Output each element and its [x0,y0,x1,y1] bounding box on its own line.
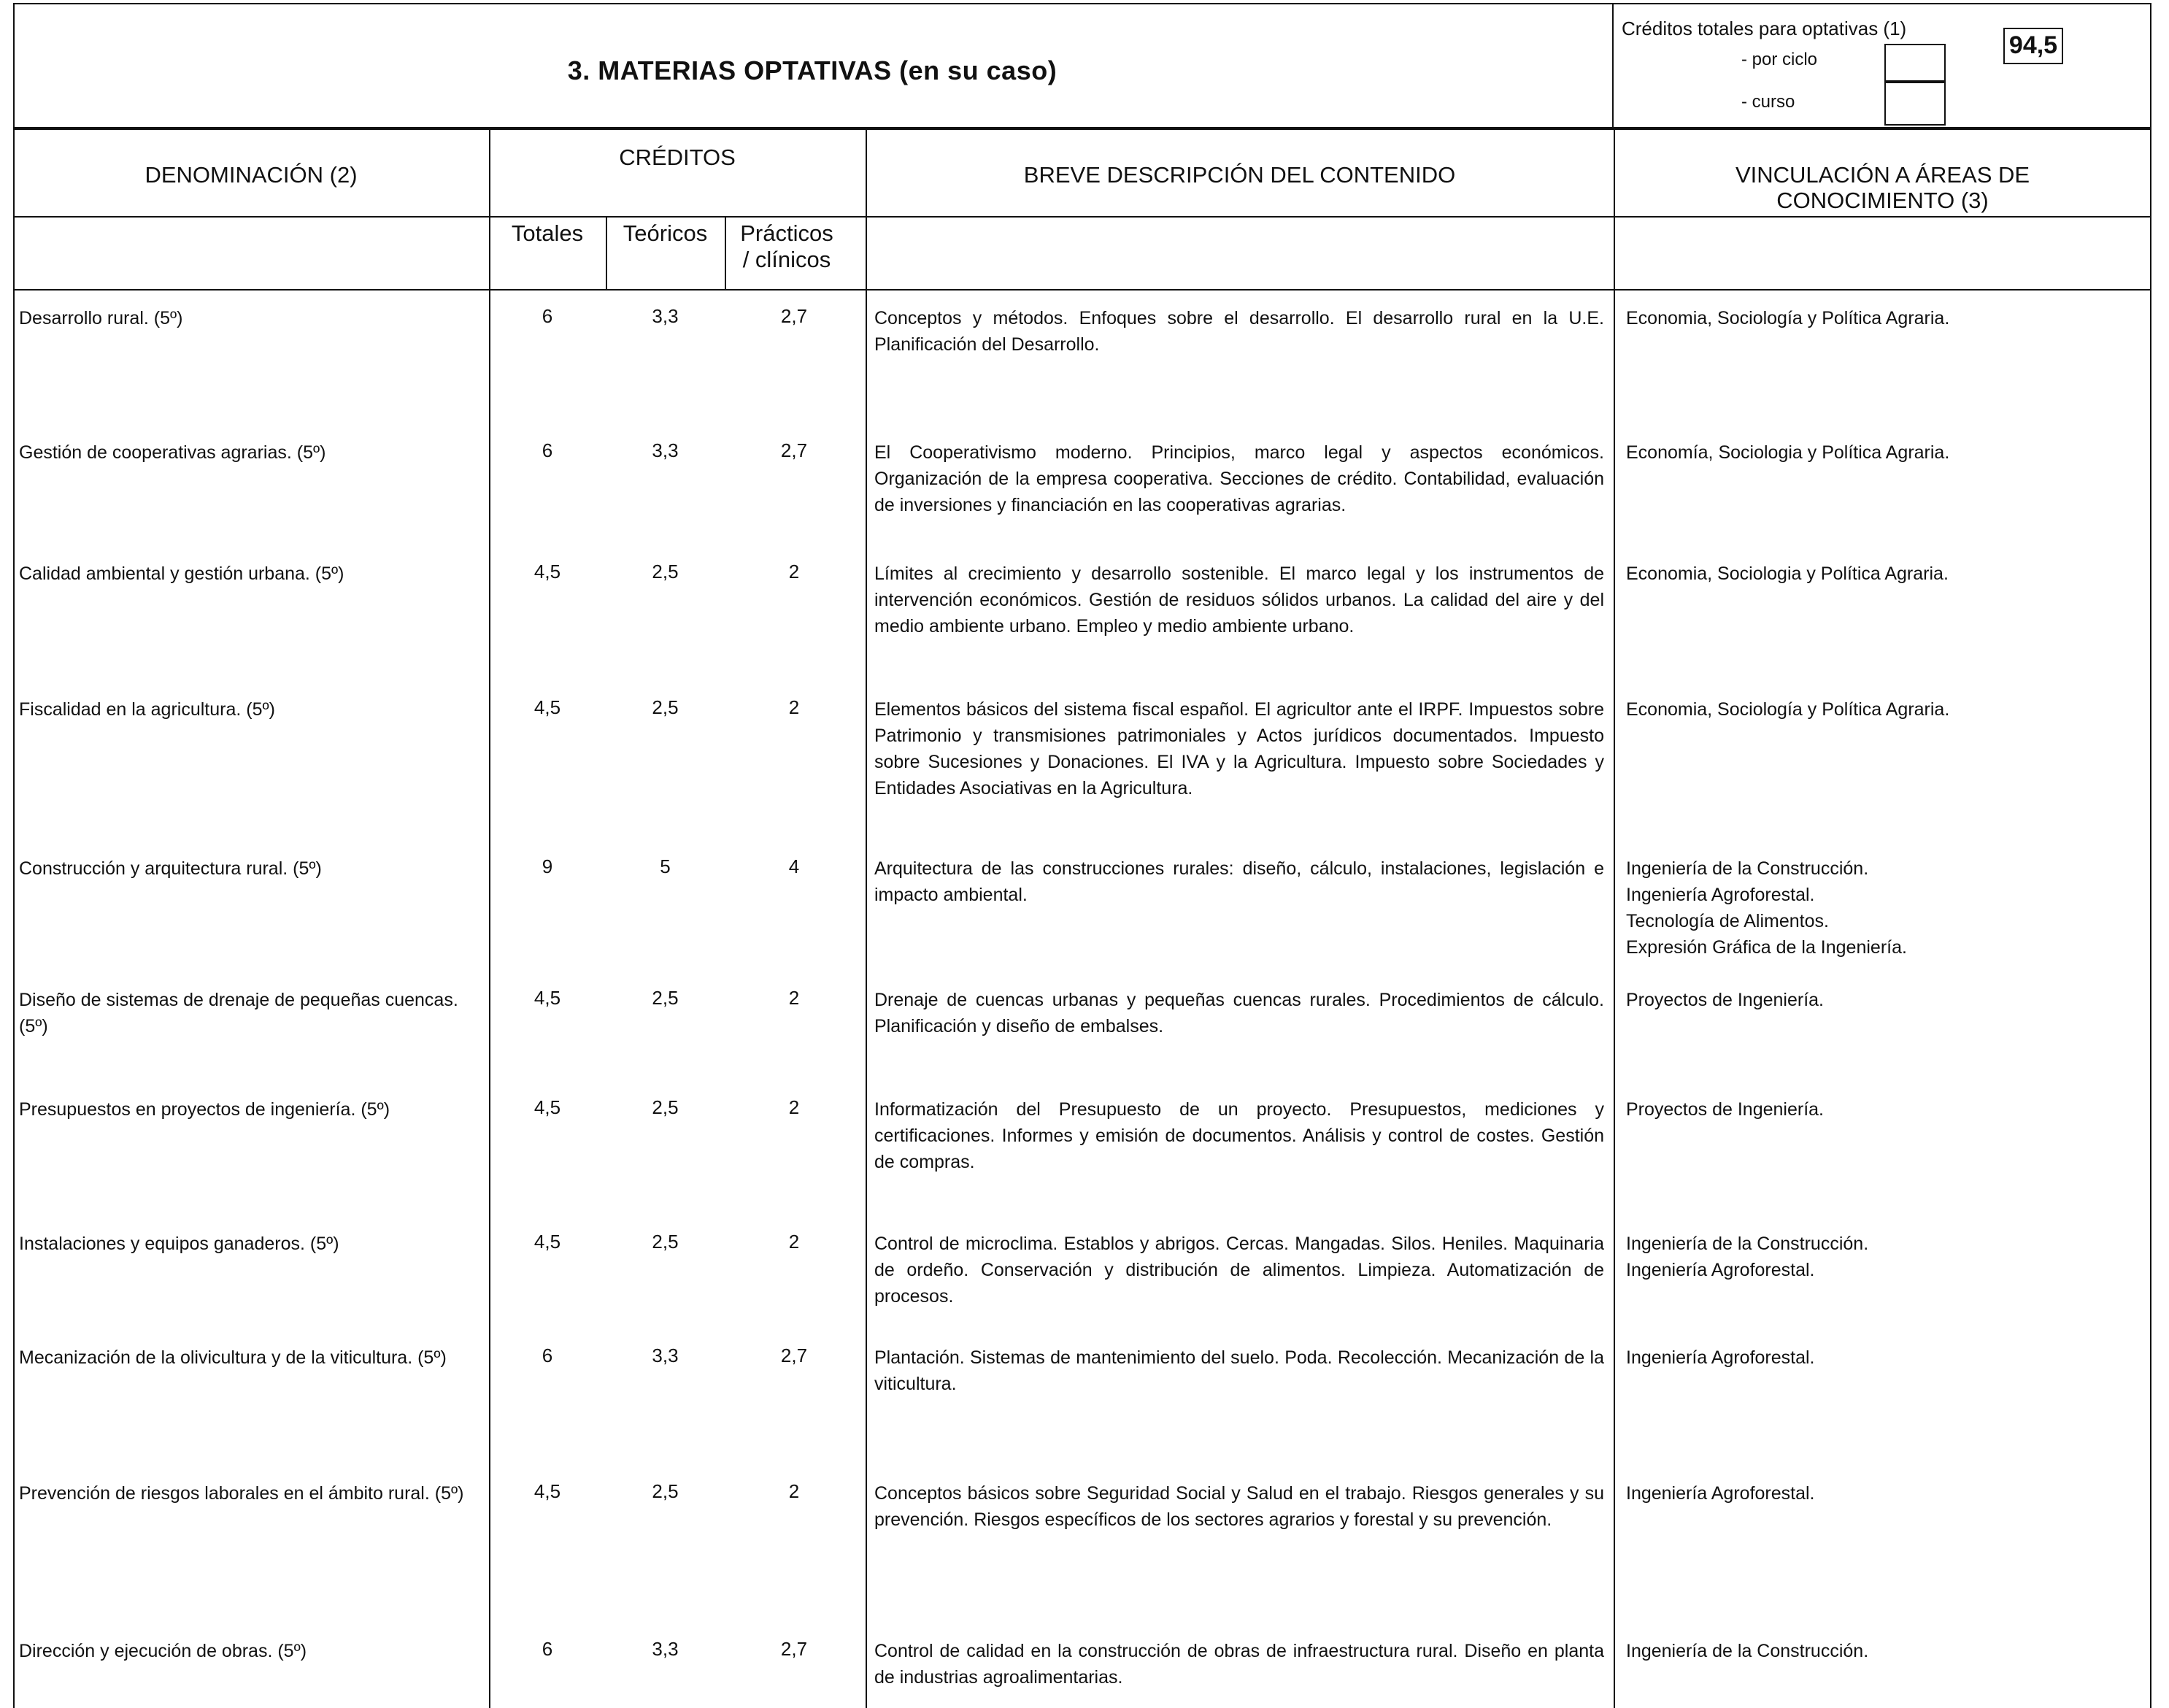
row-totales: 6 [542,305,553,327]
col-practicos-line1: Prácticos [740,220,833,246]
row-teoricos: 2,5 [652,696,679,718]
row-descripcion: Informatización del Presupuesto de un proyecto. Presupuestos, mediciones y certificaciones. Informes y emisión de documentos. Análisis y control de costes. Gestión de compras. [874,1099,1604,1172]
col-creditos: CRÉDITOS [619,145,736,170]
row-practicos: 2 [788,696,800,718]
row-descripcion: Control de calidad en la construcción de obras de infraestructura rural. Diseño en planta de industrias agroalimentarias. [874,1641,1604,1688]
row-vinculacion: Ingeniería Agroforestal. [1626,1483,1815,1504]
row-teoricos: 3,3 [652,1345,679,1366]
row-descripcion: Límites al crecimiento y desarrollo sostenible. El marco legal y los instrumentos de intervención económicos. Gestión de residuos sólidos urbanos. La calidad del aire y del medio ambiente urbano. Empleo y medio ambiente urbano. [874,563,1604,636]
row-practicos: 2,7 [780,1638,808,1660]
row-totales: 4,5 [533,1096,561,1118]
header-subrow-line [13,216,2151,218]
row-practicos: 2 [788,1096,800,1118]
row-teoricos: 5 [660,855,671,877]
row-denominacion: Gestión de cooperativas agrarias. (5º) [19,442,326,463]
row-totales: 4,5 [533,1231,561,1253]
row-descripcion: Elementos básicos del sistema fiscal español. El agricultor ante el IRPF. Impuestos sobre Patrimonio y transmisiones patrimoniales y Actos jurídicos documentados. Impuesto sobre Sucesiones y Donaciones. El IVA y la Agricultura. Impuesto sobre Sociedades y Entidades Asociativas en la Agricultura. [874,699,1604,799]
row-descripcion: Conceptos básicos sobre Seguridad Social y Salud en el trabajo. Riesgos generales y su prevención. Riesgos específicos de los sectores agrarios y forestal y su prevención. [874,1483,1604,1530]
header-divider [1612,3,1614,128]
row-teoricos: 3,3 [652,305,679,327]
row-vinculacion: Economía, Sociologia y Política Agraria. [1626,442,1950,463]
por-ciclo-box [1884,44,1946,82]
row-practicos: 2 [788,1231,800,1253]
body-rule-right [2150,291,2151,1708]
credits-label: Créditos totales para optativas (1) [1622,18,1907,39]
col-practicos-line2: / clínicos [742,247,831,272]
row-descripcion: Plantación. Sistemas de mantenimiento del suelo. Poda. Recolección. Mecanización de la viticultura. [874,1347,1604,1394]
row-totales: 4,5 [533,696,561,718]
row-vinculacion: Proyectos de Ingeniería. [1626,990,1824,1010]
row-totales: 9 [542,855,553,877]
por-ciclo-label: - por ciclo [1741,50,1818,69]
row-practicos: 4 [788,855,800,877]
row-denominacion: Construcción y arquitectura rural. (5º) [19,858,322,879]
row-teoricos: 2,5 [652,1480,679,1502]
row-practicos: 2 [788,561,800,582]
row-denominacion: Mecanización de la olivicultura y de la viticultura. (5º) [19,1347,447,1368]
row-teoricos: 3,3 [652,439,679,461]
body-rule-4 [866,291,867,1708]
row-teoricos: 2,5 [652,1231,679,1253]
row-practicos: 2,7 [780,305,808,327]
row-denominacion: Dirección y ejecución de obras. (5º) [19,1641,307,1661]
row-vinculacion: Ingeniería de la Construcción. Ingeniería Agroforestal. Tecnología de Alimentos. Expresión Gráfica de la Ingeniería. [1626,858,1907,958]
col-vinculacion-line2: CONOCIMIENTO (3) [1776,188,1989,213]
row-teoricos: 2,5 [652,561,679,582]
curso-label: - curso [1741,92,1795,112]
row-vinculacion: Economia, Sociología y Política Agraria. [1626,308,1950,328]
row-practicos: 2 [788,987,800,1009]
row-descripcion: Conceptos y métodos. Enfoques sobre el desarrollo. El desarrollo rural en la U.E. Planificación del Desarrollo. [874,308,1604,355]
row-vinculacion: Ingeniería Agroforestal. [1626,1347,1815,1368]
row-totales: 4,5 [533,1480,561,1502]
row-descripcion: El Cooperativismo moderno. Principios, marco legal y aspectos económicos. Organización de la empresa cooperativa. Secciones de crédito. Contabilidad, evaluación de inversiones y financiación en las cooperativas agrarias. [874,442,1604,515]
row-vinculacion: Economia, Sociología y Política Agraria. [1626,699,1950,720]
body-rule-left [13,291,15,1708]
col-descripcion: BREVE DESCRIPCIÓN DEL CONTENIDO [1023,162,1456,188]
row-denominacion: Prevención de riesgos laborales en el ámbito rural. (5º) [19,1483,464,1504]
row-descripcion: Drenaje de cuencas urbanas y pequeñas cuencas rurales. Procedimientos de cálculo. Planificación y diseño de embalses. [874,990,1604,1036]
row-denominacion: Instalaciones y equipos ganaderos. (5º) [19,1234,339,1254]
row-vinculacion: Proyectos de Ingeniería. [1626,1099,1824,1120]
row-vinculacion: Economia, Sociologia y Política Agraria. [1626,563,1949,584]
row-denominacion: Desarrollo rural. (5º) [19,308,183,328]
col-divider-4 [866,128,867,291]
row-denominacion: Calidad ambiental y gestión urbana. (5º) [19,563,344,584]
row-denominacion: Fiscalidad en la agricultura. (5º) [19,699,275,720]
row-totales: 4,5 [533,987,561,1009]
row-vinculacion: Ingeniería de la Construcción. [1626,1641,1869,1661]
row-totales: 6 [542,439,553,461]
curso-box [1884,82,1946,126]
col-denominacion: DENOMINACIÓN (2) [145,162,358,188]
col-totales: Totales [511,220,584,246]
row-totales: 4,5 [533,561,561,582]
col-vinculacion-line1: VINCULACIÓN A ÁREAS DE [1735,162,2030,188]
row-teoricos: 3,3 [652,1638,679,1660]
col-teoricos: Teóricos [623,220,708,246]
row-denominacion: Presupuestos en proyectos de ingeniería. (5º) [19,1099,390,1120]
body-rule-5 [1614,291,1615,1708]
row-teoricos: 2,5 [652,1096,679,1118]
row-totales: 6 [542,1345,553,1366]
page-title: 3. MATERIAS OPTATIVAS (en su caso) [567,55,1057,85]
row-vinculacion: Ingeniería de la Construcción. Ingeniería Agroforestal. [1626,1234,1869,1280]
row-practicos: 2,7 [780,439,808,461]
row-descripcion: Control de microclima. Establos y abrigos. Cercas. Mangadas. Silos. Heniles. Maquinaria de ordeño. Conservación y distribución de alimentos. Limpieza. Automatización de procesos. [874,1234,1604,1307]
row-practicos: 2,7 [780,1345,808,1366]
row-practicos: 2 [788,1480,800,1502]
credits-value: 94,5 [2003,28,2063,64]
row-totales: 6 [542,1638,553,1660]
row-denominacion: Diseño de sistemas de drenaje de pequeñas cuencas. (5º) [19,990,458,1036]
row-descripcion: Arquitectura de las construcciones rurales: diseño, cálculo, instalaciones, legislación e impacto ambiental. [874,858,1604,905]
row-teoricos: 2,5 [652,987,679,1009]
